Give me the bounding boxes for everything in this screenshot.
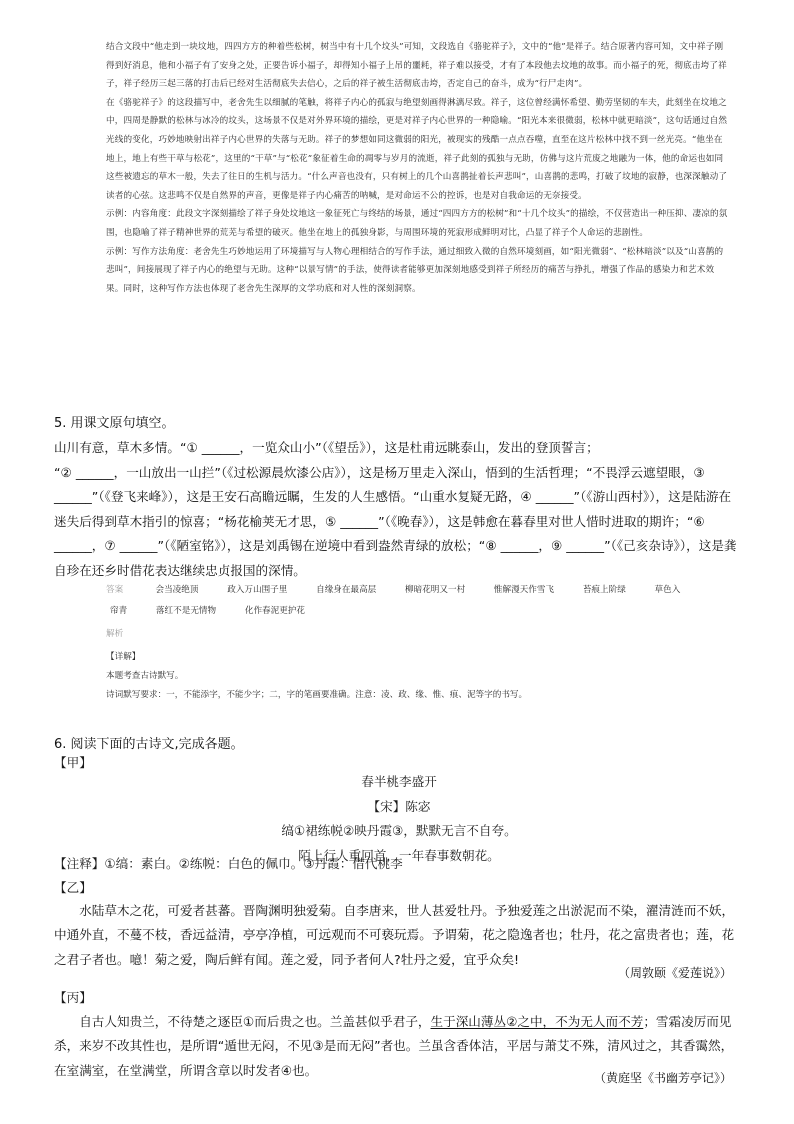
detail-title: 【详解】	[106, 652, 141, 662]
analysis-paragraph-3: 示例：内容角度：此段文字深刻描绘了祥子身处坟地这一象征死亡与终结的场景，通过“四四方方的松树”和“十几个坟头”的描绘，不仅营造出一种压抑、凄凉的氛围，也隐喻了祥子精神世界的荒芜与希望的破灭。他坐在地上的孤独身影，与周围环境的死寂形成鲜明对比，凸显了祥子个人命运的悲剧性。	[106, 209, 728, 238]
question-5-line-2: “② ______，一山放出一山拦”（《过松源晨炊漆公店》），这是杨万里走入深山，悟到的生活哲理；“不畏浮云遮望眼，③ ______”（《登飞来峰》），这是王安石高瞻远瞩，生发的人生感悟。“山重水复疑无路，④ ______”（《游山西村》），这是陆游在迷失后得到草木指引的惊喜；“杨花榆荚无才思，⑤ ______”（《晚春》），这是韩愈在暮春里对世人惜时进取的期许；“⑥ ______，⑦ ______”（《陋室铭》），这是刘禹锡在逆境中看到盎然青绿的放松；“⑧ ______，⑨ ______”（《己亥杂诗》），这是龚自珍在还乡时借花表达继续忠贞报国的深情。	[54, 464, 737, 578]
passage-bing-text-b: ；雪霜凌厉而见杀，来岁不改其性也，是所谓“遁世无闷，不见③是而无闷”者也。兰虽含香体洁，平居与萧艾不殊，清风过之，其香霭然，在室满室，在堂满堂，所谓含章以时发者④也。	[54, 1014, 734, 1078]
section-bing-label: 【丙】	[54, 990, 92, 1005]
answer-4: 柳暗花明又一村	[405, 585, 466, 595]
poem-title: 春半桃李盛开	[361, 774, 437, 789]
detail-line-1: 本题考查古诗默写。	[106, 671, 184, 681]
answer-row	[106, 580, 746, 622]
question-5-body	[54, 436, 740, 583]
detail-block	[106, 648, 746, 705]
passage-yi-text: 水陆草木之花，可爱者甚蕃。晋陶渊明独爱菊。自李唐来，世人甚爱牡丹。予独爱莲之出淤泥而不染，濯清涟而不妖，中通外直，不蔓不枝，香远益清，亭亭净植，可远观而不可亵玩焉。予谓菊，花之隐逸者也；牡丹，花之富贵者也；莲，花之君子者也。噫！菊之爱，陶后鲜有闻。莲之爱，同予者何人?牡丹之爱，宜乎众矣!	[54, 903, 735, 967]
question-5-title: 5. 用课文原句填空。	[54, 416, 175, 431]
analysis-paragraph-1: 结合文段中“他走到一块坟地，四四方方的种着些松树，树当中有十几个坟头”可知，文段选自《骆驼祥子》，文中的“他”是祥子。结合原著内容可知，文中祥子刚得到好消息，他和小福子有了安身之处，正要告诉小福子，却得知小福子上吊的噩耗，祥子难以接受，才有了本段他去坟地的故事。而小福子的死，彻底击垮了祥子，祥子经历三起三落的打击后已经对生活彻底失去信心，之后的祥子被生活彻底击垮，否定自己的奋斗，成为“行尸走肉”。	[106, 42, 727, 90]
analysis-paragraph-4: 示例：写作方法角度：老舍先生巧妙地运用了环境描写与人物心理相结合的写作手法，通过细致入微的自然环境刻画，如“阳光微弱”、“松林暗淡”以及“山喜鹊的悲叫”，间接展现了祥子内心的绝望与无助。这种“以景写情”的手法，使得读者能够更加深刻地感受到祥子所经历的痛苦与挣扎，增强了作品的感染力和艺术效果。同时，这种写作方法也体现了老舍先生深厚的文学功底和对人性的深刻洞察。	[106, 246, 724, 294]
answer-3: 自缘身在最高层	[316, 585, 377, 595]
section-jia-label: 【甲】	[54, 755, 92, 770]
poem-line-1: 缟①裙练帨②映丹霞③，默默无言不自夸。	[281, 823, 517, 839]
poem-line-2: 陌上行人重回首，一年春事数朝花。	[298, 847, 500, 863]
passage-bing-text-a: 自古人知贵兰，不待楚之逐臣①而后贵之也。兰盖甚似乎君子，	[79, 1014, 431, 1029]
answer-2: 政入万山围子里	[227, 585, 288, 595]
analysis-block	[106, 38, 730, 298]
passage-yi	[54, 899, 740, 972]
answer-1: 会当凌绝顶	[155, 585, 199, 595]
answer-8: 落红不是无情物	[155, 606, 217, 616]
analysis-label: 解析	[106, 629, 124, 639]
poem-note: 【注释】①缟：素白。②练帨：白色的佩巾。③丹霞：借代桃李	[54, 856, 403, 871]
passage-yi-source: （周敦颐《爱莲说》）	[617, 966, 732, 980]
passage-bing-source: （黄庭坚《书幽芳亭记》）	[593, 1071, 732, 1085]
answer-6: 苔痕上阶绿	[582, 585, 626, 595]
analysis-paragraph-2: 在《骆驼祥子》的这段描写中，老舍先生以细腻的笔触，将祥子内心的孤寂与绝望刻画得淋漓尽致。祥子，这位曾经满怀希望、勤劳坚韧的车夫，此刻坐在坟地之中，四周是静默的松林与冰冷的坟头，这场景不仅是对外界环境的描绘，更是对祥子内心世界的一种隐喻。“阳光本来很微弱，松林中就更暗淡”，这句话通过自然光线的变化，巧妙地映射出祥子内心世界的失落与无助。祥子的梦想如同这微弱的阳光，被现实的残酷一点点吞噬，直至在这片松林中找不到一丝光亮。“他坐在地上，地上有些干草与松花”，这里的“干草”与“松花”象征着生命的凋零与岁月的流逝，祥子此刻的孤独与无助，仿佛与这片荒废之地融为一体，他的命运也如同这些被遗忘的草木一般，失去了往日的生机与活力。“什么声音也没有，只有树上的几个山喜鹊扯着长声悲叫”，山喜鹊的悲鸣，打破了坟地的寂静，也深深触动了读者的心弦。这悲鸣不仅是自然界的声音，更像是祥子内心痛苦的呐喊，是对命运不公的控诉，也是对自我命运的无奈接受。	[106, 97, 728, 201]
answer-7a: 草色入	[654, 585, 681, 595]
question-5-line-1: 山川有意，草木多情。“① ______，一览众山小”（《望岳》），这是杜甫远眺泰山，发出的登顶誓言；	[54, 440, 599, 455]
section-yi-label: 【乙】	[54, 880, 92, 895]
answer-7b: 帘青	[110, 606, 128, 616]
answer-5: 惟解漫天作雪飞	[493, 585, 555, 595]
answer-label: 答案	[106, 585, 124, 595]
poem-author: 【宋】陈宓	[367, 798, 431, 814]
passage-bing-underlined: 生于深山薄丛②之中，不为无人而不芳	[430, 1014, 644, 1029]
detail-line-2: 诗词默写要求：一，不能添字，不能少字；二，字的笔画要准确。注意：凌、政、缘、惟、痕、泥等字的书写。	[106, 690, 528, 700]
answer-9: 化作春泥更护花	[244, 606, 306, 616]
question-6-title: 6. 阅读下面的古诗文,完成各题。	[54, 737, 244, 752]
